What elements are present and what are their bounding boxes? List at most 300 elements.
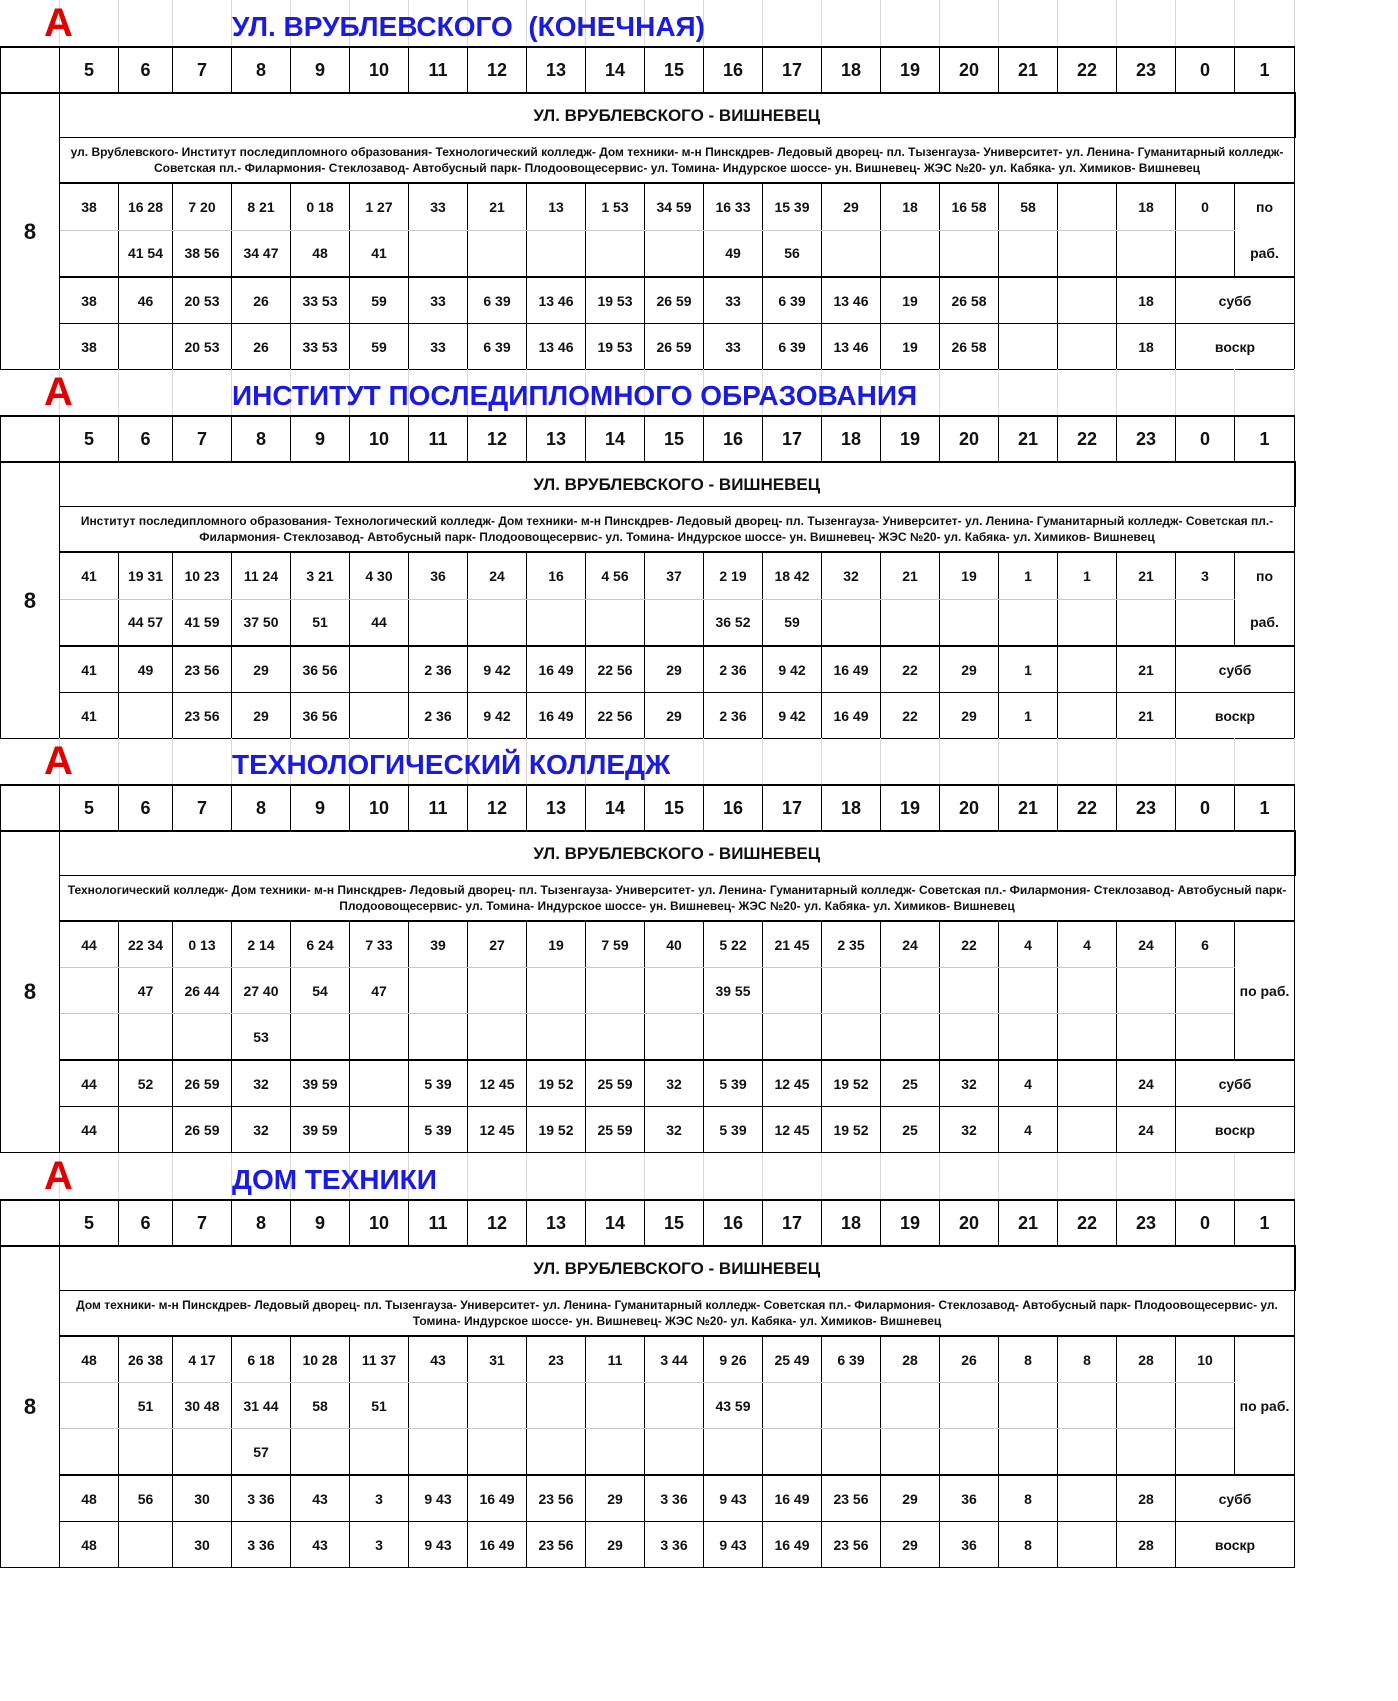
hour-cell: 8 [232,47,291,93]
section-header [0,1153,1289,1199]
time-cell [173,1014,232,1061]
corner-cell [1,47,60,93]
time-cell: 0 13 [173,921,232,968]
time-cell: 31 44 [232,1383,291,1429]
hour-cell: 18 [822,785,881,831]
time-cell: 19 52 [527,1060,586,1107]
time-cell: 25 59 [586,1107,645,1153]
route-path-text: Институт последипломного образования- Технологический колледж- Дом техники- м-н Пинскдрев- Ледовый дворец- пл. Тызенгауза- Университет- ул. Ленина- Гуманитарный колледж- Советская пл.- Филармония- Стеклозавод- Автобусный парк- Плодоовощесервис- ул. Томина- Индурское шоссе- ун. Вишневец- ЖЭС №20- ул. Кабяка- ул. Химиков- Вишневец [80,514,1274,544]
time-cell: 57 [232,1429,291,1476]
time-cell: 44 [60,1060,119,1107]
time-cell: 16 58 [940,183,999,230]
time-cell [409,599,468,646]
time-cell: 32 [645,1060,704,1107]
hour-cell: 13 [527,785,586,831]
time-cell: 10 28 [291,1336,350,1383]
time-cell: 18 [1117,183,1176,230]
time-cell [1117,1014,1176,1061]
time-cell: 44 [60,1107,119,1153]
time-cell [60,1014,119,1061]
weekday-row [1,230,1295,277]
bus-number: 8 [1,1246,60,1568]
time-cell: 2 36 [704,693,763,739]
hours-row [1,1200,1295,1246]
hour-cell: 1 [1235,1200,1295,1246]
hour-cell: 1 [1235,47,1295,93]
time-cell: 19 52 [527,1107,586,1153]
time-cell: 30 [173,1475,232,1522]
sheet-gridline [585,1153,586,1199]
time-cell [1058,1522,1117,1568]
time-cell [881,230,940,277]
time-cell: 26 59 [645,277,704,324]
hour-cell: 18 [822,47,881,93]
time-cell [350,693,409,739]
time-cell [645,1014,704,1061]
time-cell: 18 [1117,277,1176,324]
time-cell: 3 21 [291,552,350,599]
time-cell: 12 45 [763,1107,822,1153]
time-cell: 19 [881,324,940,370]
time-cell: 2 36 [704,646,763,693]
saturday-label: субб [1176,1475,1295,1522]
time-cell [881,1429,940,1476]
time-cell: 43 59 [704,1383,763,1429]
time-cell [645,968,704,1014]
time-cell: 9 42 [468,693,527,739]
time-cell [586,968,645,1014]
hour-cell: 0 [1176,416,1235,462]
time-cell: 29 [940,646,999,693]
time-cell: 44 57 [119,599,173,646]
route-path-text: Дом техники- м-н Пинскдрев- Ледовый дворец- пл. Тызенгауза- Университет- ул. Ленина- Гуманитарный колледж- Советская пл.- Филармония- Стеклозавод- Автобусный парк- Плодоовощесервис- ул. Томина- Индурское шоссе- ун. Вишневец- ЖЭС №20- ул. Кабяка- ул. Химиков- Вишневец [76,1298,1278,1328]
hour-cell: 17 [763,785,822,831]
hour-cell: 20 [940,47,999,93]
time-cell: 16 49 [822,646,881,693]
time-cell [1176,230,1235,277]
hour-cell: 21 [999,1200,1058,1246]
time-cell: 20 53 [173,277,232,324]
saturday-row [1,646,1295,693]
sheet-gridline [118,369,119,415]
time-cell [586,1383,645,1429]
schedule-table [0,1199,1296,1568]
sheet-gridline [1057,369,1058,415]
weekday-label-text: по [1255,568,1273,584]
time-cell [940,1429,999,1476]
time-cell [1176,599,1235,646]
time-cell [1058,230,1117,277]
time-cell: 41 [60,646,119,693]
hour-cell: 12 [468,1200,527,1246]
hour-cell: 14 [586,47,645,93]
sheet-gridline [172,0,173,46]
time-cell: 9 42 [763,646,822,693]
time-cell: 8 [999,1336,1058,1383]
sheet-gridline [467,1153,468,1199]
time-cell: 16 49 [763,1475,822,1522]
hour-cell: 6 [119,1200,173,1246]
time-cell [468,599,527,646]
time-cell [586,230,645,277]
time-cell: 5 22 [704,921,763,968]
time-cell: 20 53 [173,324,232,370]
time-cell: 2 35 [822,921,881,968]
weekday-row [1,552,1295,599]
sheet-gridline [1294,369,1295,415]
time-cell: 2 36 [409,646,468,693]
time-cell: 47 [350,968,409,1014]
time-cell: 4 17 [173,1336,232,1383]
direction-title: УЛ. ВРУБЛЕВСКОГО - ВИШНЕВЕЦ [60,93,1295,138]
sheet-gridline [1057,738,1058,784]
hour-cell: 20 [940,1200,999,1246]
time-cell: 4 [1058,921,1117,968]
time-cell: 41 [60,552,119,599]
time-cell: 8 [1058,1336,1117,1383]
time-cell: 12 45 [468,1060,527,1107]
time-cell: 26 [232,277,291,324]
sheet-gridline [172,738,173,784]
sheet-gridline [118,0,119,46]
weekday-label [1235,1336,1295,1475]
time-cell: 3 [350,1522,409,1568]
time-cell: 36 [409,552,468,599]
direction-row [1,831,1295,876]
time-cell [60,599,119,646]
time-cell: 48 [60,1336,119,1383]
time-cell: 13 46 [822,324,881,370]
weekday-label-text: раб. [1250,614,1279,630]
time-cell: 36 [940,1522,999,1568]
sheet-gridline [762,1153,763,1199]
weekday-label-text: по раб. [1239,1397,1290,1414]
hour-cell: 10 [350,1200,409,1246]
stop-title: ТЕХНОЛОГИЧЕСКИЙ КОЛЛЕДЖ [232,749,671,780]
time-cell: 16 49 [468,1475,527,1522]
time-cell [1117,230,1176,277]
direction-row [1,93,1295,138]
sheet-gridline [172,369,173,415]
time-cell [1058,968,1117,1014]
weekday-row [1,921,1295,968]
time-cell: 44 [60,921,119,968]
time-cell [1058,1014,1117,1061]
time-cell: 4 56 [586,552,645,599]
hour-cell: 17 [763,1200,822,1246]
hour-cell: 15 [645,1200,704,1246]
time-cell: 38 56 [173,230,232,277]
hours-row [1,47,1295,93]
hour-cell: 17 [763,47,822,93]
time-cell: 32 [232,1060,291,1107]
time-cell: 12 45 [468,1107,527,1153]
time-cell: 21 [881,552,940,599]
time-cell [586,1429,645,1476]
sunday-row [1,693,1295,739]
hour-cell: 6 [119,416,173,462]
time-cell: 3 36 [232,1475,291,1522]
sheet-gridline [1294,1153,1295,1199]
time-cell [999,230,1058,277]
schedule-table [0,415,1296,739]
time-cell: 8 [999,1475,1058,1522]
corner-cell [1,1200,60,1246]
sheet-gridline [1116,0,1117,46]
time-cell: 33 [704,277,763,324]
saturday-label: субб [1176,1060,1295,1107]
schedule-table [0,46,1296,370]
stop-section [0,0,1289,370]
time-cell: 38 [60,324,119,370]
time-cell: 28 [1117,1522,1176,1568]
time-cell: 41 54 [119,230,173,277]
time-cell: 23 56 [173,693,232,739]
time-cell: 24 [468,552,527,599]
time-cell: 16 33 [704,183,763,230]
time-cell [119,1107,173,1153]
hour-cell: 16 [704,47,763,93]
sheet-gridline [939,738,940,784]
time-cell: 41 59 [173,599,232,646]
time-cell: 6 39 [468,277,527,324]
time-cell: 24 [881,921,940,968]
time-cell: 2 36 [409,693,468,739]
time-cell: 5 39 [704,1060,763,1107]
weekday-row [1,1383,1295,1429]
time-cell [1058,324,1117,370]
time-cell: 22 34 [119,921,173,968]
time-cell: 29 [822,183,881,230]
hour-cell: 11 [409,47,468,93]
time-cell: 38 [60,277,119,324]
time-cell [527,1429,586,1476]
time-cell: 6 39 [468,324,527,370]
time-cell: 37 [645,552,704,599]
time-cell: 9 43 [409,1475,468,1522]
time-cell: 51 [291,599,350,646]
sheet-gridline [1234,369,1235,415]
time-cell [60,1429,119,1476]
hour-cell: 13 [527,47,586,93]
time-cell [468,230,527,277]
time-cell [881,968,940,1014]
sheet-gridline [998,0,999,46]
hour-cell: 21 [999,47,1058,93]
time-cell: 6 39 [763,324,822,370]
weekday-row [1,1336,1295,1383]
route-path [60,138,1295,184]
time-cell: 39 59 [291,1107,350,1153]
time-cell [119,1429,173,1476]
hour-cell: 5 [60,1200,119,1246]
hour-cell: 1 [1235,785,1295,831]
time-cell: 46 [119,277,173,324]
sheet-gridline [526,1153,527,1199]
hour-cell: 6 [119,47,173,93]
sheet-gridline [939,369,940,415]
time-cell: 43 [291,1522,350,1568]
stop-section [0,369,1289,739]
sheet-gridline [1175,0,1176,46]
hour-cell: 17 [763,416,822,462]
sunday-label: воскр [1176,324,1295,370]
time-cell: 18 [1117,324,1176,370]
time-cell: 24 [1117,1060,1176,1107]
direction-row [1,1246,1295,1291]
hour-cell: 15 [645,785,704,831]
time-cell [881,1383,940,1429]
time-cell [586,1014,645,1061]
time-cell: 29 [881,1522,940,1568]
path-row [1,138,1295,184]
sheet-gridline [1116,1153,1117,1199]
time-cell [60,1383,119,1429]
time-cell: 26 58 [940,324,999,370]
time-cell: 29 [232,646,291,693]
time-cell [999,599,1058,646]
time-cell: 36 [940,1475,999,1522]
time-cell [350,1429,409,1476]
time-cell [60,968,119,1014]
time-cell: 4 [999,1060,1058,1107]
saturday-row [1,277,1295,324]
time-cell: 40 [645,921,704,968]
time-cell: 33 [409,277,468,324]
time-cell [1058,1383,1117,1429]
time-cell: 16 49 [822,693,881,739]
time-cell: 3 36 [645,1522,704,1568]
time-cell: 49 [119,646,173,693]
time-cell: 27 40 [232,968,291,1014]
time-cell [822,230,881,277]
direction-title: УЛ. ВРУБЛЕВСКОГО - ВИШНЕВЕЦ [60,1246,1295,1291]
hour-cell: 5 [60,785,119,831]
time-cell [468,968,527,1014]
time-cell: 33 [409,324,468,370]
weekday-label-text: по раб. [1239,982,1290,999]
time-cell [940,230,999,277]
sheet-gridline [998,1153,999,1199]
hour-cell: 7 [173,1200,232,1246]
path-row [1,876,1295,922]
hour-cell: 7 [173,47,232,93]
time-cell: 25 [881,1107,940,1153]
stop-section [0,1153,1289,1568]
time-cell: 3 [350,1475,409,1522]
time-cell: 13 [527,183,586,230]
hours-row [1,785,1295,831]
time-cell: 16 49 [527,646,586,693]
time-cell: 19 [527,921,586,968]
time-cell [60,230,119,277]
time-cell [763,1429,822,1476]
time-cell: 41 [350,230,409,277]
time-cell: 19 52 [822,1107,881,1153]
hour-cell: 13 [527,416,586,462]
section-header [0,738,1289,784]
sheet-gridline [1294,0,1295,46]
sheet-gridline [118,1153,119,1199]
time-cell: 59 [350,277,409,324]
hour-cell: 11 [409,785,468,831]
hour-cell: 10 [350,47,409,93]
time-cell: 5 39 [409,1060,468,1107]
time-cell: 16 28 [119,183,173,230]
stop-title: ИНСТИТУТ ПОСЛЕДИПЛОМНОГО ОБРАЗОВАНИЯ [232,380,918,411]
time-cell: 19 52 [822,1060,881,1107]
weekday-label-text: по [1255,199,1273,215]
time-cell: 22 [881,646,940,693]
hour-cell: 15 [645,47,704,93]
sheet-gridline [939,0,940,46]
hour-cell: 0 [1176,785,1235,831]
sheet-gridline [644,1153,645,1199]
time-cell [822,599,881,646]
hour-cell: 22 [1058,47,1117,93]
time-cell: 7 33 [350,921,409,968]
hour-cell: 7 [173,416,232,462]
time-cell [173,1429,232,1476]
time-cell: 18 42 [763,552,822,599]
time-cell: 22 [881,693,940,739]
hour-cell: 22 [1058,1200,1117,1246]
time-cell: 26 59 [173,1060,232,1107]
time-cell: 6 24 [291,921,350,968]
weekday-row [1,1429,1295,1476]
bus-number: 8 [1,93,60,370]
time-cell: 9 43 [409,1522,468,1568]
time-cell: 19 53 [586,324,645,370]
hour-cell: 16 [704,416,763,462]
hour-cell: 11 [409,1200,468,1246]
hour-cell: 1 [1235,416,1295,462]
time-cell [645,230,704,277]
route-letter: А [44,370,73,414]
time-cell: 11 [586,1336,645,1383]
time-cell: 27 [468,921,527,968]
time-cell: 0 [1176,183,1235,230]
direction-title: УЛ. ВРУБЛЕВСКОГО - ВИШНЕВЕЦ [60,462,1295,507]
time-cell: 28 [1117,1336,1176,1383]
hour-cell: 20 [940,785,999,831]
path-row [1,1291,1295,1337]
hour-cell: 19 [881,1200,940,1246]
sheet-gridline [1116,738,1117,784]
time-cell: 26 38 [119,1336,173,1383]
time-cell: 34 47 [232,230,291,277]
hour-cell: 16 [704,785,763,831]
time-cell: 9 26 [704,1336,763,1383]
time-cell: 5 39 [409,1107,468,1153]
time-cell: 3 36 [645,1475,704,1522]
hour-cell: 20 [940,416,999,462]
time-cell [999,277,1058,324]
sunday-row [1,1107,1295,1153]
time-cell: 32 [822,552,881,599]
corner-cell [1,785,60,831]
time-cell: 3 44 [645,1336,704,1383]
sheet-gridline [821,738,822,784]
time-cell: 36 52 [704,599,763,646]
hour-cell: 5 [60,416,119,462]
time-cell: 32 [940,1107,999,1153]
time-cell [1117,599,1176,646]
time-cell: 21 [1117,693,1176,739]
route-path [60,1291,1295,1337]
time-cell: 10 23 [173,552,232,599]
time-cell: 9 43 [704,1475,763,1522]
